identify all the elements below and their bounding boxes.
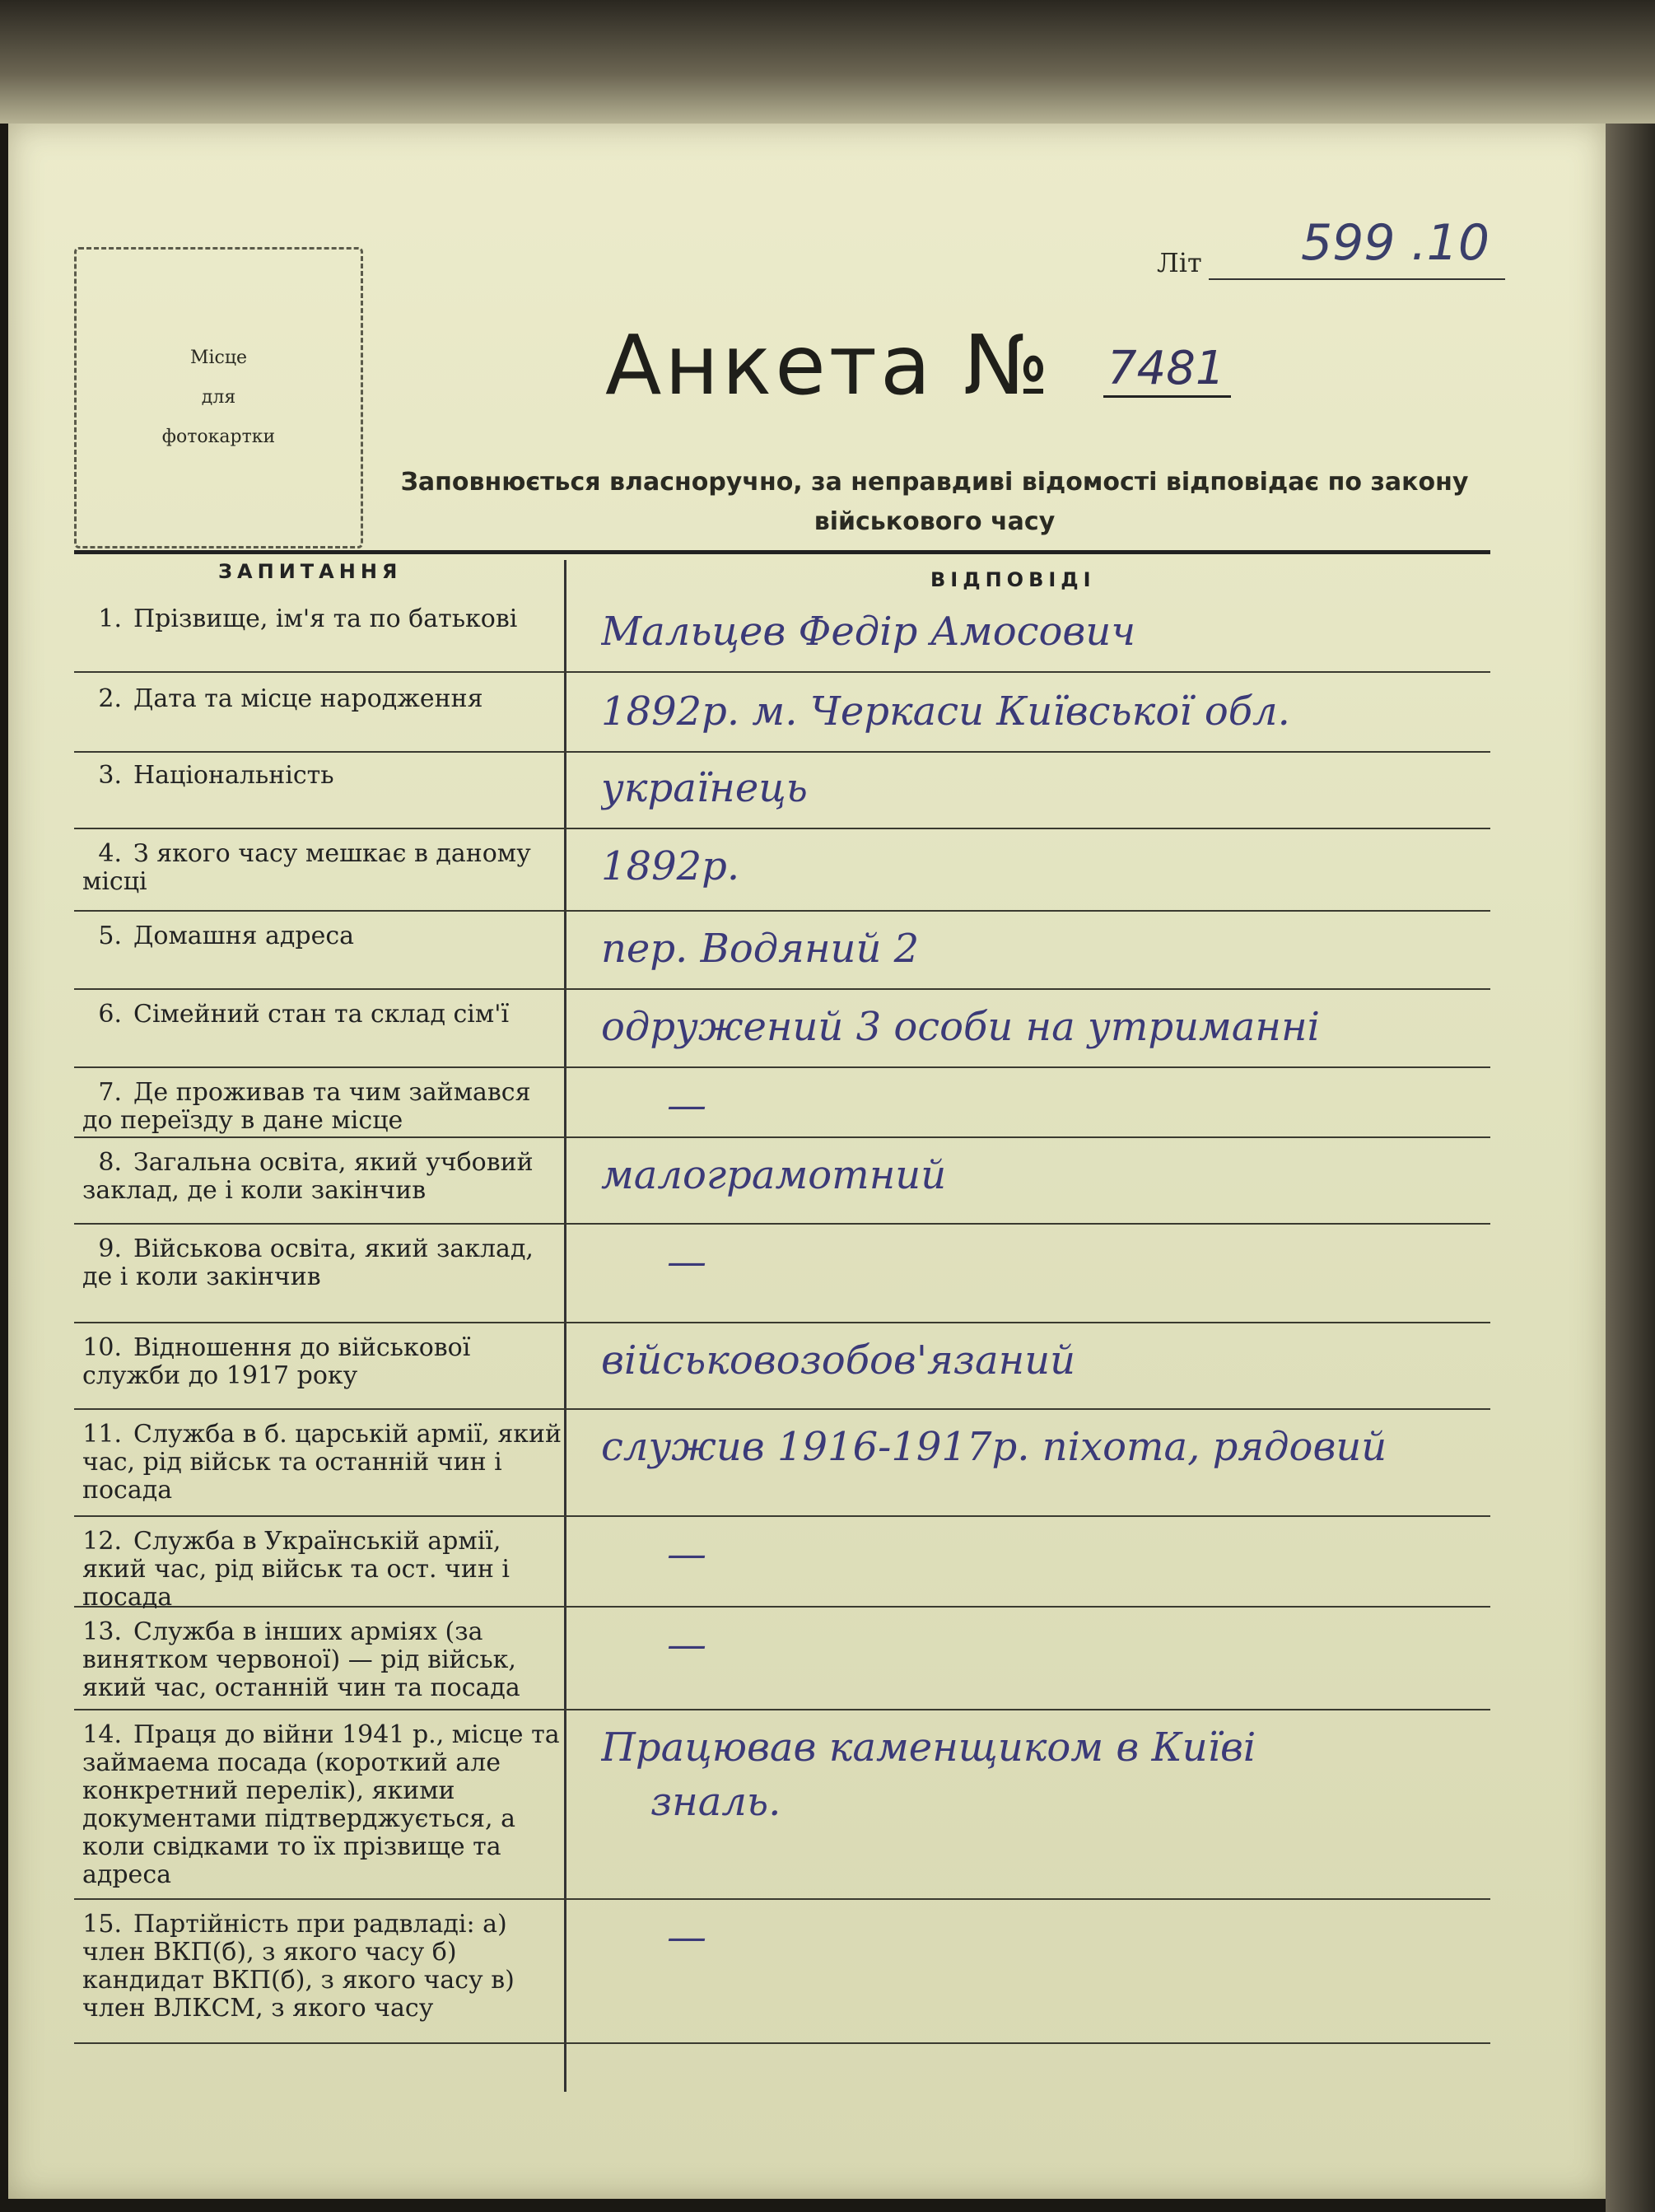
- photo-label-1: Місце: [189, 348, 248, 368]
- table-row: [74, 1071, 1490, 1138]
- answer-text: 1892р. м. Черкаси Київської обл.: [601, 688, 1290, 735]
- table-row: [74, 1519, 1490, 1612]
- question-number: 15.: [82, 1910, 122, 1939]
- question-label: Відношення до військової служби до 1917 року: [82, 1333, 471, 1390]
- photo-placeholder: [74, 247, 363, 548]
- question-number: 1.: [98, 604, 122, 633]
- question-label: Домашня адреса: [133, 922, 355, 950]
- answer-text: 1892р.: [601, 843, 740, 889]
- question-label: Служба в Українській армії, який час, рід військ та ост. чин і посада: [82, 1527, 510, 1612]
- answer-text: Мальцев Федір Амосович: [601, 609, 1136, 655]
- question-text: [82, 605, 568, 633]
- table-row: [74, 677, 1490, 753]
- table-row: [74, 1902, 1490, 2044]
- question-number: 4.: [98, 839, 122, 868]
- question-text: [82, 840, 568, 896]
- question-text: [82, 922, 568, 950]
- lit-label: Літ: [1157, 247, 1202, 278]
- title-number-underline: [1103, 395, 1231, 398]
- page-top-edge: [0, 0, 1655, 124]
- table-row: [74, 597, 1490, 673]
- question-number: 7.: [98, 1078, 122, 1107]
- table-row: [74, 754, 1490, 829]
- question-label: Військова освіта, який заклад, де і коли закінчив: [82, 1234, 534, 1291]
- question-number: 2.: [98, 684, 122, 713]
- question-label: З якого часу мешкає в даному місці: [82, 839, 531, 896]
- answer-text-continued: зналь.: [650, 1779, 781, 1825]
- question-label: Дата та місце народження: [133, 684, 483, 713]
- questionnaire-number: 7481: [1107, 342, 1225, 395]
- question-text: [82, 1149, 568, 1205]
- question-text: [82, 1618, 568, 1702]
- question-text: [82, 1421, 568, 1505]
- question-number: 3.: [98, 761, 122, 790]
- question-number: 14.: [82, 1720, 122, 1749]
- table-row: [74, 1610, 1490, 1710]
- question-number: 12.: [82, 1527, 122, 1556]
- instructions: Заповнюється власноручно, за неправдиві відомості відповідає по закону військового часу: [400, 468, 1469, 536]
- question-label: Партійність при радвладі: а) член ВКП(б), з якого часу б) кандидат ВКП(б), з якого часу в) член ВЛКСМ, з якого часу: [82, 1910, 515, 2023]
- question-text: [82, 1334, 568, 1390]
- question-text: [82, 1528, 568, 1612]
- question-text: [82, 1911, 568, 2023]
- question-text: [82, 1001, 568, 1029]
- answer-text: —: [667, 1914, 706, 1960]
- question-number: 10.: [82, 1333, 122, 1362]
- page-right-edge: [1606, 124, 1655, 2212]
- question-label: Прізвище, ім'я та по батькові: [133, 604, 518, 633]
- answer-text: українець: [601, 765, 808, 811]
- answer-text: малограмотний: [601, 1152, 947, 1198]
- table-row: [74, 914, 1490, 990]
- answer-text: —: [667, 1239, 706, 1285]
- answer-text: —: [667, 1622, 706, 1668]
- question-label: Сімейний стан та склад сім'ї: [133, 1000, 510, 1029]
- question-number: 9.: [98, 1234, 122, 1263]
- answer-text: Працював каменщиком в Київі: [601, 1724, 1256, 1771]
- question-label: Служба в б. царській армії, який час, рід військ та останній чин і посада: [82, 1420, 562, 1505]
- question-number: 8.: [98, 1148, 122, 1177]
- answer-text: військовозобов'язаний: [601, 1337, 1076, 1384]
- header-rule: [74, 550, 1490, 554]
- answer-text: одружений 3 особи на утриманні: [601, 1004, 1320, 1050]
- question-label: Служба в інших арміях (за винятком червоної) — рід військ, який час, останній чин та посада: [82, 1617, 520, 1702]
- answer-text: —: [667, 1531, 706, 1577]
- question-label: Де проживав та чим займався до переїзду в дане місце: [82, 1078, 531, 1135]
- question-text: [82, 1721, 568, 1889]
- answer-text: —: [667, 1082, 706, 1128]
- question-label: Національність: [133, 761, 334, 790]
- question-text: [82, 1079, 568, 1135]
- question-text: [82, 685, 568, 713]
- photo-label-3: фотокартки: [161, 427, 276, 447]
- question-number: 5.: [98, 922, 122, 950]
- question-number: 13.: [82, 1617, 122, 1646]
- table-row: [74, 1713, 1490, 1900]
- table-row: [74, 1227, 1490, 1323]
- photo-label-2: для: [201, 387, 236, 408]
- table-row: [74, 1412, 1490, 1517]
- table-row: [74, 992, 1490, 1068]
- answer-text: служив 1916-1917р. піхота, рядовий: [601, 1424, 1387, 1470]
- header-answers: ВІДПОВІДІ: [930, 568, 1096, 591]
- question-text: [82, 762, 568, 790]
- table-row: [74, 832, 1490, 912]
- header-questions: ЗАПИТАННЯ: [218, 560, 403, 583]
- lit-value: 599 .10: [1301, 214, 1490, 272]
- answer-text: пер. Водяний 2: [601, 926, 920, 972]
- table-row: [74, 1326, 1490, 1410]
- question-number: 6.: [98, 1000, 122, 1029]
- question-number: 11.: [82, 1420, 122, 1449]
- question-label: Праця до війни 1941 р., місце та займаема посада (короткий але конкретний перелік), якими документами підтверджується, а коли свідками то їх прізвище та адреса: [82, 1720, 560, 1889]
- question-label: Загальна освіта, який учбовий заклад, де і коли закінчив: [82, 1148, 534, 1205]
- question-text: [82, 1235, 568, 1291]
- table-row: [74, 1141, 1490, 1225]
- page-title: Анкета №: [605, 317, 1053, 413]
- lit-underline: [1209, 278, 1505, 280]
